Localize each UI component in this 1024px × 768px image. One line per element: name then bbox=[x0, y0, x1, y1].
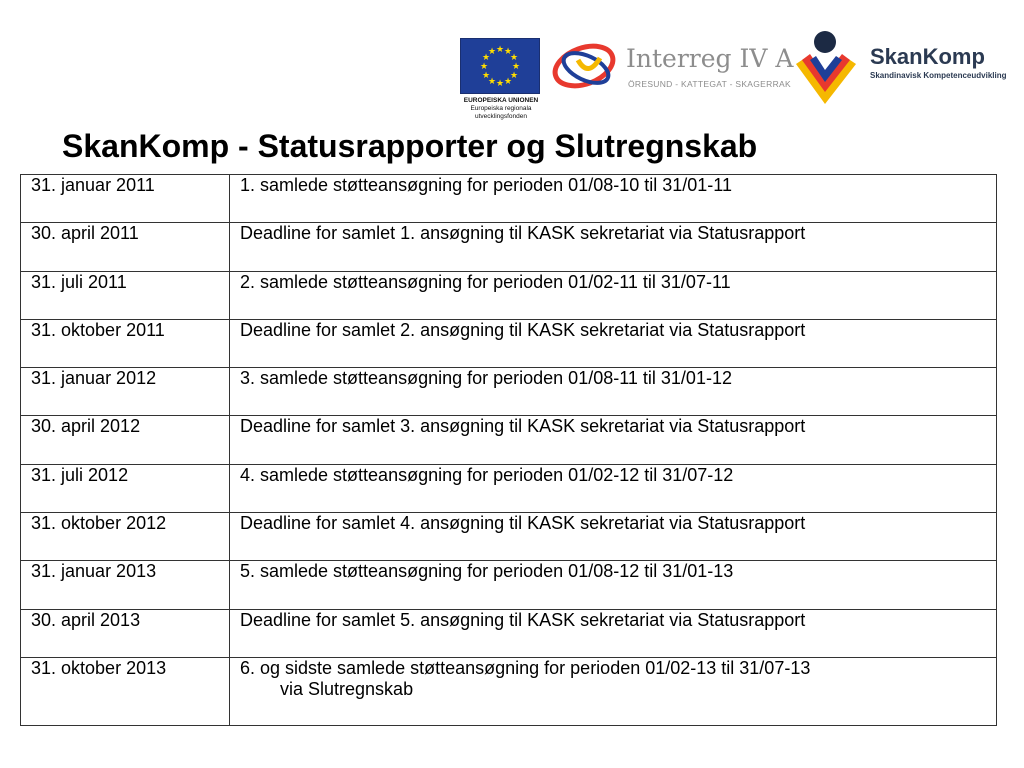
table-row bbox=[21, 368, 997, 416]
skankomp-logo bbox=[792, 30, 1024, 110]
svg-text:★: ★ bbox=[487, 47, 497, 57]
row-date: 31. juli 2011 bbox=[21, 271, 230, 319]
row-date: 31. januar 2012 bbox=[21, 368, 230, 416]
row-description: 2. samlede støtteansøgning for perioden 01/02-11 til 31/07-11 bbox=[230, 271, 997, 319]
svg-text:★: ★ bbox=[509, 53, 519, 63]
table-row bbox=[21, 223, 997, 271]
svg-text:★: ★ bbox=[495, 79, 505, 89]
row-description: Deadline for samlet 4. ansøgning til KASK sekretariat via Statusrapport bbox=[230, 513, 997, 561]
interreg-swirl-icon bbox=[548, 38, 624, 98]
row-date: 30. april 2012 bbox=[21, 416, 230, 464]
table-row bbox=[21, 657, 997, 725]
table-row bbox=[21, 319, 997, 367]
row-description: Deadline for samlet 2. ansøgning til KASK sekretariat via Statusrapport bbox=[230, 319, 997, 367]
svg-text:★: ★ bbox=[481, 53, 491, 63]
row-description-line1: 6. og sidste samlede støtteansøgning for perioden 01/02-13 til 31/07-13 bbox=[240, 657, 811, 678]
interreg-subtitle: ÖRESUND - KATTEGAT - SKAGERRAK bbox=[628, 79, 791, 89]
row-description: Deadline for samlet 1. ansøgning til KASK sekretariat via Statusrapport bbox=[230, 223, 997, 271]
svg-text:★: ★ bbox=[509, 71, 519, 81]
svg-text:★: ★ bbox=[495, 45, 505, 55]
eu-caption-line3: utvecklingsfonden bbox=[474, 113, 528, 120]
eu-caption bbox=[460, 97, 542, 121]
page-title: SkanKomp - Statusrapporter og Slutregnskab bbox=[62, 128, 758, 164]
skankomp-name: SkanKomp bbox=[870, 44, 985, 69]
row-description: 1. samlede støtteansøgning for perioden 01/08-10 til 31/01-11 bbox=[230, 175, 997, 223]
interreg-name: Interreg IV A bbox=[626, 44, 794, 73]
row-description-line2: via Slutregnskab bbox=[280, 678, 414, 699]
eu-caption-line1: EUROPEISKA UNIONEN bbox=[463, 97, 539, 104]
interreg-logo bbox=[548, 38, 794, 98]
table-row bbox=[21, 271, 997, 319]
svg-text:★: ★ bbox=[511, 62, 521, 72]
row-description: 4. samlede støtteansøgning for perioden 01/02-12 til 31/07-12 bbox=[230, 464, 997, 512]
row-date: 30. april 2013 bbox=[21, 609, 230, 657]
row-description: 5. samlede støtteansøgning for perioden 01/08-12 til 31/01-13 bbox=[230, 561, 997, 609]
row-date: 31. januar 2013 bbox=[21, 561, 230, 609]
eu-stars-icon bbox=[461, 39, 539, 93]
row-date: 31. oktober 2012 bbox=[21, 513, 230, 561]
svg-text:★: ★ bbox=[503, 77, 513, 87]
svg-text:★: ★ bbox=[481, 71, 491, 81]
row-description bbox=[230, 657, 997, 725]
eu-caption-line2: Europeiska regionala bbox=[470, 105, 532, 112]
row-description: 3. samlede støtteansøgning for perioden 01/08-11 til 31/01-12 bbox=[230, 368, 997, 416]
svg-text:★: ★ bbox=[503, 47, 513, 57]
row-date: 31. januar 2011 bbox=[21, 175, 230, 223]
skankomp-emblem-icon bbox=[792, 30, 864, 108]
logo-bar bbox=[460, 30, 1024, 125]
row-date: 31. oktober 2011 bbox=[21, 319, 230, 367]
eu-logo bbox=[460, 38, 542, 121]
table-row bbox=[21, 175, 997, 223]
row-date: 30. april 2011 bbox=[21, 223, 230, 271]
svg-text:★: ★ bbox=[487, 77, 497, 87]
table-row bbox=[21, 561, 997, 609]
row-date: 31. oktober 2013 bbox=[21, 657, 230, 725]
skankomp-tagline: Skandinavisk Kompetenceudvikling bbox=[870, 71, 1007, 80]
svg-text:★: ★ bbox=[479, 62, 489, 72]
table-row bbox=[21, 464, 997, 512]
row-description: Deadline for samlet 3. ansøgning til KASK sekretariat via Statusrapport bbox=[230, 416, 997, 464]
table-row bbox=[21, 513, 997, 561]
row-date: 31. juli 2012 bbox=[21, 464, 230, 512]
eu-flag-icon bbox=[460, 38, 540, 94]
schedule-table bbox=[20, 174, 997, 726]
table-row bbox=[21, 416, 997, 464]
row-description: Deadline for samlet 5. ansøgning til KASK sekretariat via Statusrapport bbox=[230, 609, 997, 657]
table-row bbox=[21, 609, 997, 657]
